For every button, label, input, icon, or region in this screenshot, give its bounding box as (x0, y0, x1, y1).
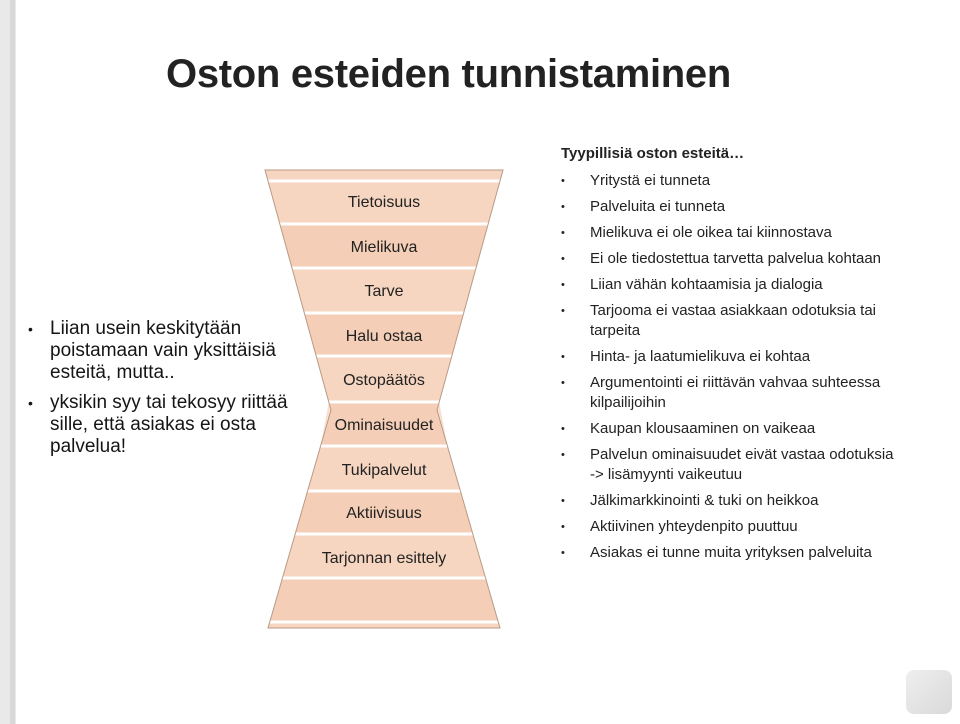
obstacle-text: Asiakas ei tunne muita yrityksen palveluita (590, 544, 872, 561)
slide-title: Oston esteiden tunnistaminen (166, 52, 731, 96)
bullet-icon: • (561, 449, 565, 461)
hourglass-diagram (249, 160, 519, 638)
hourglass-layer-label: Tarve (364, 283, 404, 300)
corner-decoration (906, 670, 952, 714)
obstacles-heading: Tyypillisiä oston esteitä… (561, 145, 745, 162)
hourglass-layer-label: Tukipalvelut (341, 462, 427, 479)
obstacle-item (561, 373, 901, 413)
obstacle-text: Yritystä ei tunneta (590, 172, 711, 189)
bullet-icon: • (561, 351, 565, 363)
hourglass-layer-label: Ominaisuudet (334, 417, 434, 434)
obstacle-item (561, 171, 901, 191)
bullet-icon: • (28, 321, 33, 337)
obstacle-text: Palvelun ominaisuudet eivät vastaa odotuksia -> lisämyynti vaikeutuu (590, 446, 894, 483)
obstacle-item (561, 301, 901, 341)
obstacle-text: Hinta- ja laatumielikuva ei kohtaa (590, 348, 811, 365)
obstacle-item (561, 517, 901, 537)
obstacle-item (561, 445, 901, 485)
obstacle-item (561, 275, 901, 295)
hourglass-layer-label: Halu ostaa (345, 328, 423, 345)
hourglass-layer-label: Tarjonnan esittely (321, 550, 447, 567)
obstacle-text: Jälkimarkkinointi & tuki on heikkoa (590, 492, 819, 509)
obstacle-text: Aktiivinen yhteydenpito puuttuu (590, 518, 798, 535)
obstacle-item (561, 249, 901, 269)
hourglass-band (270, 578, 499, 622)
bullet-icon: • (561, 423, 565, 435)
obstacle-text: Ei ole tiedostettua tarvetta palvelua kohtaan (590, 250, 882, 267)
obstacle-item (561, 347, 901, 367)
bullet-icon: • (561, 305, 565, 317)
left-bullet-text: Liian usein keskitytään poistamaan vain yksittäisiä esteitä, mutta.. (50, 318, 276, 383)
obstacle-item (561, 419, 901, 439)
obstacle-text: Palveluita ei tunneta (590, 198, 726, 215)
hourglass-layer-label: Tietoisuus (347, 194, 421, 211)
left-bullet-text: yksikin syy tai tekosyy riittää sille, että asiakas ei osta palvelua! (50, 392, 288, 457)
obstacle-text: Kaupan klousaaminen on vaikeaa (590, 420, 816, 437)
hourglass-layer-label: Aktiivisuus (346, 505, 422, 522)
hourglass-layer-label: Mielikuva (350, 239, 418, 256)
bullet-icon: • (561, 521, 565, 533)
obstacle-text: Tarjooma ei vastaa asiakkaan odotuksia tai tarpeita (590, 302, 876, 339)
decorative-stripe-inner (10, 0, 15, 724)
bullet-icon: • (561, 175, 565, 187)
obstacle-item (561, 197, 901, 217)
hourglass-layer-label: Ostopäätös (343, 372, 425, 389)
bullet-icon: • (561, 201, 565, 213)
obstacle-item (561, 223, 901, 243)
bullet-icon: • (561, 377, 565, 389)
bullet-icon: • (561, 227, 565, 239)
obstacle-text: Mielikuva ei ole oikea tai kiinnostava (590, 224, 832, 241)
obstacle-text: Liian vähän kohtaamisia ja dialogia (590, 276, 823, 293)
obstacle-item (561, 491, 901, 511)
obstacle-item (561, 543, 901, 563)
bullet-icon: • (561, 279, 565, 291)
bullet-icon: • (28, 395, 33, 411)
obstacle-text: Argumentointi ei riittävän vahvaa suhteessa kilpailijoihin (590, 374, 881, 411)
bullet-icon: • (561, 547, 565, 559)
bullet-icon: • (561, 253, 565, 265)
obstacles-panel (561, 145, 901, 569)
obstacles-list (561, 171, 901, 563)
bullet-icon: • (561, 495, 565, 507)
